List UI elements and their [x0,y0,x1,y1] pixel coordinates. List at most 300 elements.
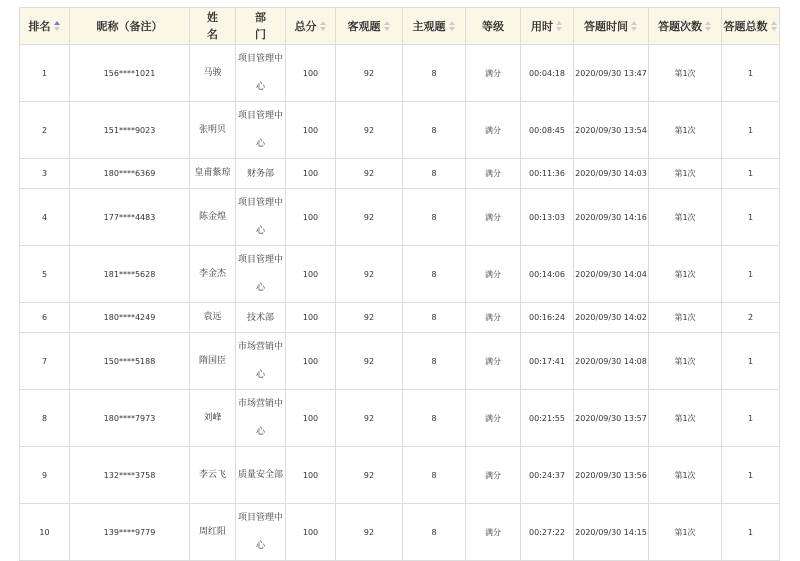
table-row [20,447,780,504]
rank-cell [20,159,70,189]
rank-cell [20,45,70,102]
subjective-cell [403,45,466,102]
objective-cell-text: 92 [363,313,375,322]
nickname-cell-text: 132****3758 [103,470,156,480]
duration-cell [521,159,574,189]
answer-time-cell-text: 2020/09/30 13:56 [575,470,647,480]
nickname-cell [70,447,190,504]
subjective-cell-text: 8 [431,470,437,480]
nickname-cell [70,189,190,246]
total-score-cell-text: 100 [302,356,319,366]
sort-down-icon [54,27,60,31]
subjective-cell [403,246,466,303]
level-cell-text: 满分 [485,470,501,480]
column-header-label: 排名 [28,19,51,33]
name-cell-text: 马骏 [203,67,222,78]
sort-down-icon [449,27,455,31]
total-score-cell-text: 100 [302,413,319,423]
column-header-answer-count[interactable] [722,8,780,45]
answer-count-cell-text: 1 [747,356,754,366]
rank-cell [20,246,70,303]
table-row [20,159,780,189]
column-header-department [236,8,286,45]
column-header-duration[interactable] [521,8,574,45]
results-table [19,7,780,561]
rank-cell [20,102,70,159]
column-header-label: 昵称（备注） [96,19,163,33]
duration-cell [521,333,574,390]
sort-down-icon [631,27,637,31]
sort-up-icon [771,21,777,25]
column-header-label: 答题次数 [658,19,702,33]
rank-cell [20,189,70,246]
subjective-cell [403,189,466,246]
attempt-cell [649,102,722,159]
department-cell-text: 财务部 [246,168,274,179]
duration-cell-text: 00:04:18 [529,68,565,78]
answer-count-cell [722,504,780,561]
subjective-cell-text: 8 [431,125,437,135]
column-header-label: 主观题 [412,19,446,33]
answer-time-cell [574,390,649,447]
subjective-cell-text: 8 [431,169,437,178]
department-cell [236,189,286,246]
answer-count-cell-text: 2 [747,313,754,322]
answer-count-cell [722,45,780,102]
duration-cell [521,45,574,102]
attempt-cell-text: 第1次 [674,470,696,480]
name-cell [190,246,236,303]
objective-cell-text: 92 [363,413,375,423]
attempt-cell [649,504,722,561]
subjective-cell [403,303,466,333]
attempt-cell [649,189,722,246]
sort-down-icon [384,27,390,31]
results-table-container [19,7,779,551]
answer-count-cell-text: 1 [747,212,754,222]
level-cell [466,102,521,159]
answer-time-cell [574,246,649,303]
objective-cell-text: 92 [363,470,375,480]
level-cell-text: 满分 [485,68,501,78]
subjective-cell-text: 8 [431,68,437,78]
sort-arrows-icon[interactable] [631,21,638,32]
rank-cell-text: 5 [41,269,48,279]
level-cell-text: 满分 [485,313,501,322]
nickname-cell-text: 151****9023 [103,125,156,135]
nickname-cell-text: 156****1021 [103,68,156,78]
sort-arrows-icon[interactable] [384,21,391,32]
duration-cell-text: 00:24:37 [529,470,565,480]
total-score-cell-text: 100 [302,68,319,78]
level-cell [466,159,521,189]
attempt-cell-text: 第1次 [674,356,696,366]
nickname-cell [70,159,190,189]
name-cell [190,45,236,102]
department-cell [236,303,286,333]
answer-count-cell-text: 1 [747,68,754,78]
objective-cell [336,45,403,102]
answer-time-cell-text: 2020/09/30 14:02 [575,313,647,322]
rank-cell-text: 10 [39,527,50,537]
answer-time-cell [574,102,649,159]
sort-up-icon [320,21,326,25]
total-score-cell [286,102,336,159]
sort-arrows-icon[interactable] [449,21,456,32]
name-cell [190,159,236,189]
table-body [20,45,780,561]
level-cell [466,303,521,333]
total-score-cell [286,189,336,246]
answer-count-cell [722,333,780,390]
answer-time-cell-text: 2020/09/30 13:54 [575,125,647,135]
sort-up-icon [384,21,390,25]
subjective-cell-text: 8 [431,212,437,222]
level-cell [466,45,521,102]
attempt-cell [649,246,722,303]
attempt-cell-text: 第1次 [674,68,696,78]
duration-cell-text: 00:17:41 [529,356,565,366]
total-score-cell [286,504,336,561]
subjective-cell-text: 8 [431,527,437,537]
name-cell-text: 李云飞 [198,469,226,480]
answer-time-cell [574,333,649,390]
duration-cell [521,102,574,159]
duration-cell-text: 00:08:45 [529,125,565,135]
sort-arrows-icon[interactable] [705,21,712,32]
attempt-cell [649,303,722,333]
objective-cell [336,303,403,333]
rank-cell-text: 3 [41,169,48,178]
level-cell-text: 满分 [485,527,501,537]
column-header-label: 姓名 [207,11,218,41]
attempt-cell [649,45,722,102]
subjective-cell-text: 8 [431,356,437,366]
name-cell-text: 张明贝 [198,124,226,135]
total-score-cell-text: 100 [302,269,319,279]
duration-cell-text: 00:13:03 [529,212,565,222]
nickname-cell [70,45,190,102]
nickname-cell [70,246,190,303]
column-header-level [466,8,521,45]
attempt-cell [649,447,722,504]
column-header-name [190,8,236,45]
objective-cell [336,333,403,390]
duration-cell-text: 00:14:06 [529,269,565,279]
answer-count-cell-text: 1 [747,169,754,178]
table-row [20,246,780,303]
nickname-cell-text: 180****6369 [103,169,156,178]
level-cell [466,189,521,246]
level-cell-text: 满分 [485,356,501,366]
attempt-cell [649,333,722,390]
attempt-cell-text: 第1次 [674,169,696,178]
department-cell-text: 市场营销中心 [237,342,283,380]
column-header-attempt[interactable] [649,8,722,45]
rank-cell-text: 9 [41,470,48,480]
sort-arrows-icon[interactable] [54,21,61,32]
answer-time-cell-text: 2020/09/30 13:47 [575,68,647,78]
sort-up-icon [556,21,562,25]
nickname-cell-text: 181****5628 [103,269,156,279]
rank-cell-text: 8 [41,413,48,423]
name-cell-text: 周红阳 [198,526,226,537]
table-row [20,504,780,561]
objective-cell-text: 92 [363,356,375,366]
total-score-cell-text: 100 [302,125,319,135]
answer-time-cell [574,303,649,333]
name-cell [190,447,236,504]
attempt-cell-text: 第1次 [674,269,696,279]
sort-down-icon [705,27,711,31]
answer-time-cell [574,189,649,246]
rank-cell-text: 2 [41,125,48,135]
attempt-cell-text: 第1次 [674,413,696,423]
total-score-cell [286,303,336,333]
name-cell [190,102,236,159]
answer-count-cell [722,447,780,504]
duration-cell-text: 00:21:55 [529,413,565,423]
sort-down-icon [556,27,562,31]
objective-cell-text: 92 [363,212,375,222]
objective-cell [336,189,403,246]
answer-count-cell [722,102,780,159]
column-header-label: 等级 [482,19,504,33]
level-cell-text: 满分 [485,125,501,135]
department-cell-text: 项目管理中心 [237,513,283,551]
table-row [20,102,780,159]
total-score-cell [286,447,336,504]
answer-time-cell [574,45,649,102]
duration-cell [521,246,574,303]
level-cell-text: 满分 [485,212,501,222]
subjective-cell [403,102,466,159]
total-score-cell-text: 100 [302,313,319,322]
subjective-cell [403,390,466,447]
nickname-cell [70,504,190,561]
objective-cell-text: 92 [363,125,375,135]
department-cell-text: 质量安全部 [237,470,283,480]
table-header-row [20,8,780,45]
sort-up-icon [449,21,455,25]
subjective-cell-text: 8 [431,413,437,423]
sort-up-icon [705,21,711,25]
column-header-label: 用时 [531,19,553,33]
nickname-cell-text: 150****5188 [103,356,156,366]
rank-cell-text: 4 [41,212,48,222]
rank-cell-text: 1 [41,68,48,78]
name-cell [190,333,236,390]
department-cell [236,102,286,159]
subjective-cell [403,159,466,189]
column-header-subjective[interactable] [403,8,466,45]
level-cell [466,504,521,561]
answer-count-cell [722,189,780,246]
column-header-label: 客观题 [347,19,381,33]
sort-arrows-icon[interactable] [556,21,563,32]
table-row [20,45,780,102]
objective-cell-text: 92 [363,68,375,78]
department-cell [236,159,286,189]
objective-cell-text: 92 [363,269,375,279]
nickname-cell [70,303,190,333]
column-header-label: 答题总数 [723,19,768,33]
sort-down-icon [320,27,326,31]
answer-time-cell-text: 2020/09/30 14:08 [575,356,647,366]
department-cell-text: 项目管理中心 [237,54,283,92]
duration-cell [521,189,574,246]
department-cell-text: 项目管理中心 [237,111,283,149]
attempt-cell [649,390,722,447]
sort-arrows-icon[interactable] [771,21,778,32]
sort-down-icon [771,27,777,31]
level-cell [466,246,521,303]
rank-cell-text: 6 [41,313,48,322]
answer-count-cell-text: 1 [747,269,754,279]
column-header-label: 部门 [255,11,266,41]
table-row [20,390,780,447]
objective-cell [336,447,403,504]
name-cell [190,189,236,246]
rank-cell-text: 7 [41,356,48,366]
level-cell-text: 满分 [485,413,501,423]
subjective-cell [403,447,466,504]
duration-cell [521,504,574,561]
answer-time-cell [574,504,649,561]
answer-count-cell-text: 1 [747,527,754,537]
duration-cell [521,447,574,504]
objective-cell [336,159,403,189]
level-cell [466,333,521,390]
sort-arrows-icon[interactable] [320,21,327,32]
name-cell-text: 袁远 [203,312,222,322]
name-cell-text: 陈金煌 [198,211,226,222]
nickname-cell-text: 180****7973 [103,413,156,423]
level-cell [466,447,521,504]
attempt-cell-text: 第1次 [674,125,696,135]
nickname-cell [70,333,190,390]
department-cell-text: 项目管理中心 [237,255,283,293]
department-cell-text: 市场营销中心 [237,399,283,437]
column-header-rank[interactable] [20,8,70,45]
total-score-cell [286,333,336,390]
duration-cell-text: 00:16:24 [529,313,565,322]
column-header-objective[interactable] [336,8,403,45]
objective-cell-text: 92 [363,527,375,537]
subjective-cell [403,504,466,561]
subjective-cell [403,333,466,390]
answer-count-cell-text: 1 [747,413,754,423]
answer-count-cell [722,390,780,447]
duration-cell [521,303,574,333]
answer-count-cell-text: 1 [747,125,754,135]
answer-time-cell-text: 2020/09/30 13:57 [575,413,647,423]
total-score-cell [286,159,336,189]
level-cell-text: 满分 [485,169,501,178]
column-header-nickname [70,8,190,45]
table-row [20,189,780,246]
answer-count-cell [722,303,780,333]
total-score-cell-text: 100 [302,169,319,178]
department-cell [236,333,286,390]
total-score-cell-text: 100 [302,212,319,222]
subjective-cell-text: 8 [431,269,437,279]
total-score-cell-text: 100 [302,527,319,537]
table-row [20,333,780,390]
name-cell [190,504,236,561]
duration-cell-text: 00:11:36 [529,169,565,178]
objective-cell [336,246,403,303]
answer-count-cell [722,246,780,303]
column-header-total-score[interactable] [286,8,336,45]
answer-time-cell-text: 2020/09/30 14:03 [575,169,647,178]
objective-cell [336,390,403,447]
department-cell-text: 技术部 [246,312,274,323]
level-cell [466,390,521,447]
rank-cell [20,390,70,447]
department-cell [236,45,286,102]
nickname-cell [70,390,190,447]
name-cell [190,390,236,447]
attempt-cell-text: 第1次 [674,212,696,222]
nickname-cell-text: 139****9779 [103,527,156,537]
sort-up-icon [631,21,637,25]
name-cell-text: 隋国臣 [198,355,226,366]
department-cell-text: 项目管理中心 [237,198,283,236]
attempt-cell-text: 第1次 [674,527,696,537]
duration-cell-text: 00:27:22 [529,527,565,537]
objective-cell [336,102,403,159]
sort-up-icon [54,21,60,25]
total-score-cell-text: 100 [302,470,319,480]
name-cell-text: 皇甫紫琼 [194,168,231,178]
column-header-label: 答题时间 [584,19,628,33]
nickname-cell-text: 177****4483 [103,212,156,222]
level-cell-text: 满分 [485,269,501,279]
department-cell [236,447,286,504]
column-header-answer-time[interactable] [574,8,649,45]
nickname-cell [70,102,190,159]
rank-cell [20,333,70,390]
answer-count-cell [722,159,780,189]
name-cell-text: 刘峰 [203,412,222,423]
objective-cell [336,504,403,561]
rank-cell [20,447,70,504]
duration-cell [521,390,574,447]
total-score-cell [286,45,336,102]
table-row [20,303,780,333]
subjective-cell-text: 8 [431,313,437,322]
answer-time-cell [574,447,649,504]
objective-cell-text: 92 [363,169,375,178]
department-cell [236,390,286,447]
answer-count-cell-text: 1 [747,470,754,480]
total-score-cell [286,246,336,303]
rank-cell [20,303,70,333]
rank-cell [20,504,70,561]
attempt-cell-text: 第1次 [674,313,696,322]
department-cell [236,246,286,303]
answer-time-cell-text: 2020/09/30 14:15 [575,527,647,537]
answer-time-cell-text: 2020/09/30 14:04 [575,269,647,279]
column-header-label: 总分 [294,19,317,33]
attempt-cell [649,159,722,189]
nickname-cell-text: 180****4249 [103,313,156,322]
name-cell [190,303,236,333]
department-cell [236,504,286,561]
total-score-cell [286,390,336,447]
name-cell-text: 李金杰 [198,268,226,279]
